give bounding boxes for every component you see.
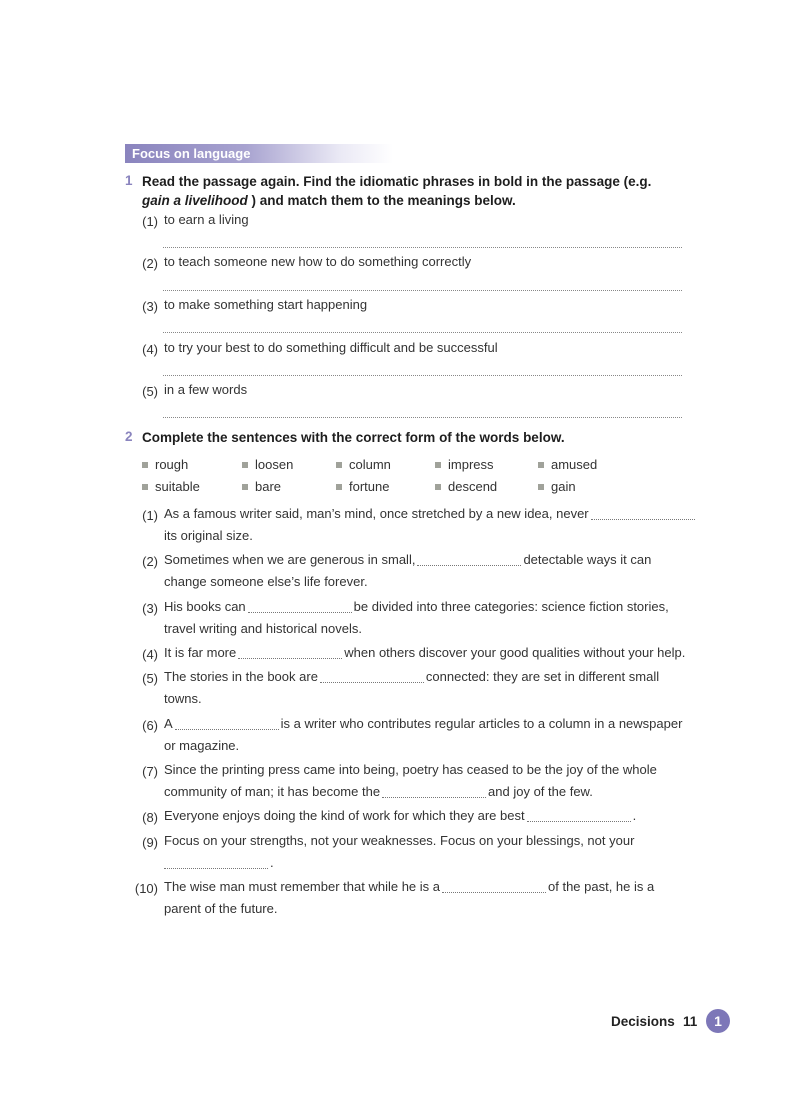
bullet-icon: [142, 484, 148, 490]
item-number: (9): [142, 835, 158, 850]
sentence-item: The stories in the book are connected: they are set in different small towns.: [164, 669, 660, 706]
item-number: (5): [142, 384, 158, 399]
item-text: to make something start happening: [164, 297, 368, 312]
footer-unit-title: Decisions: [611, 1014, 675, 1029]
sentence-item: Sometimes when we are generous in small, detectable ways it can change someone else’s life forever.: [164, 552, 652, 589]
sentence-item: His books can be divided into three categories: science fiction stories, travel writing and historical novels.: [164, 599, 669, 636]
item-number: (6): [142, 718, 158, 733]
blank-field[interactable]: [527, 810, 631, 822]
question-instruction: [142, 172, 682, 210]
page-number: 11: [683, 1014, 698, 1029]
word-option: amused: [538, 457, 597, 472]
sentence-item: Everyone enjoys doing the kind of work for which they are best .: [164, 808, 637, 823]
word-option: impress: [435, 457, 494, 472]
instruction-example: gain a livelihood: [142, 193, 248, 208]
section-banner: Focus on language: [125, 144, 393, 163]
instruction-part-b: ) and match them to the meanings below.: [247, 193, 516, 208]
word-option: gain: [538, 479, 576, 494]
answer-line[interactable]: [163, 417, 682, 418]
bullet-icon: [242, 462, 248, 468]
bullet-icon: [435, 484, 441, 490]
bullet-icon: [538, 484, 544, 490]
word-option: loosen: [242, 457, 293, 472]
blank-field[interactable]: [382, 786, 486, 798]
sentence-item: As a famous writer said, man’s mind, once stretched by a new idea, never its original size.: [164, 503, 704, 547]
item-text: to teach someone new how to do something correctly: [164, 254, 472, 269]
item-number: (1): [142, 214, 158, 229]
word-option: column: [336, 457, 391, 472]
blank-field[interactable]: [442, 881, 546, 893]
item-number: (10): [134, 881, 158, 896]
question-instruction: Complete the sentences with the correct form of the words below.: [142, 430, 565, 445]
item-number: (5): [142, 671, 158, 686]
item-number: (2): [142, 554, 158, 569]
blank-field[interactable]: [238, 647, 342, 659]
blank-field[interactable]: [417, 554, 521, 566]
bullet-icon: [242, 484, 248, 490]
answer-line[interactable]: [163, 247, 682, 248]
instruction-part-a: Read the passage again. Find the idiomatic phrases in bold in the passage (e.g.: [142, 174, 652, 189]
item-number: (2): [142, 256, 158, 271]
item-number: (8): [142, 810, 158, 825]
item-text: in a few words: [164, 382, 248, 397]
sentence-item: Focus on your strengths, not your weaknesses. Focus on your blessings, not your .: [164, 833, 635, 870]
item-number: (4): [142, 647, 158, 662]
question-number: 1: [125, 173, 133, 188]
sentence-item: Since the printing press came into being, poetry has ceased to be the joy of the whole community of man; it has become the and joy of the few.: [164, 762, 657, 799]
answer-line[interactable]: [163, 375, 682, 376]
item-number: (1): [142, 508, 158, 523]
sentence-item: A is a writer who contributes regular articles to a column in a newspaper or magazine.: [164, 716, 683, 753]
sentence-item: It is far more when others discover your good qualities without your help.: [164, 645, 686, 660]
blank-field[interactable]: [164, 857, 268, 869]
bullet-icon: [435, 462, 441, 468]
blank-field[interactable]: [591, 508, 695, 520]
answer-line[interactable]: [163, 332, 682, 333]
item-number: (7): [142, 764, 158, 779]
word-option: rough: [142, 457, 188, 472]
item-number: (3): [142, 601, 158, 616]
answer-line[interactable]: [163, 290, 682, 291]
word-option: descend: [435, 479, 497, 494]
unit-badge: 1: [706, 1009, 730, 1033]
item-text: to earn a living: [164, 212, 249, 227]
word-option: suitable: [142, 479, 200, 494]
question-number: 2: [125, 429, 133, 444]
word-option: fortune: [336, 479, 389, 494]
word-option: bare: [242, 479, 281, 494]
bullet-icon: [336, 484, 342, 490]
bullet-icon: [142, 462, 148, 468]
item-text: to try your best to do something difficult and be successful: [164, 340, 498, 355]
blank-field[interactable]: [175, 718, 279, 730]
item-number: (4): [142, 342, 158, 357]
bullet-icon: [538, 462, 544, 468]
blank-field[interactable]: [248, 601, 352, 613]
sentence-item: The wise man must remember that while he is a of the past, he is a parent of the future.: [164, 879, 655, 916]
bullet-icon: [336, 462, 342, 468]
blank-field[interactable]: [320, 671, 424, 683]
item-number: (3): [142, 299, 158, 314]
